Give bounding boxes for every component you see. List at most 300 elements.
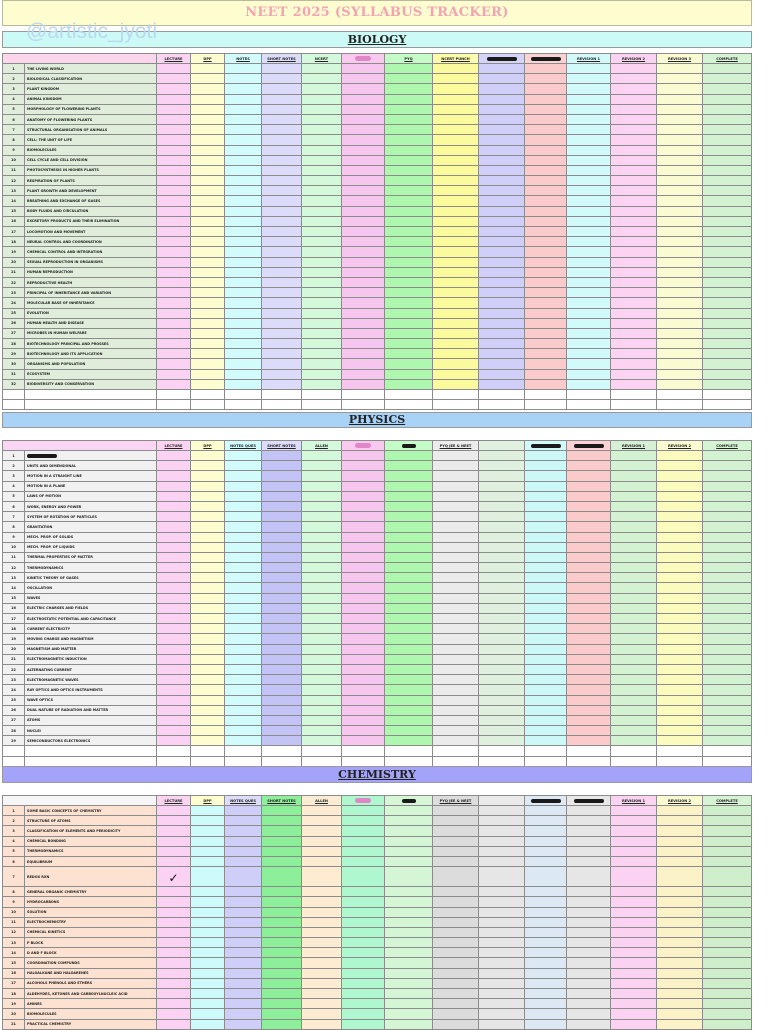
checkbox-cell[interactable] — [479, 257, 525, 267]
checkbox-cell[interactable] — [525, 94, 567, 104]
checkbox-cell[interactable] — [385, 206, 433, 216]
checkbox-cell[interactable] — [191, 736, 225, 746]
checkbox-cell[interactable] — [611, 583, 657, 593]
checkbox-cell[interactable] — [703, 675, 752, 685]
checkbox-cell[interactable] — [611, 675, 657, 685]
checkbox-cell[interactable] — [385, 542, 433, 552]
checkbox-cell[interactable] — [611, 887, 657, 897]
checkbox-cell[interactable] — [302, 512, 342, 522]
checkbox-cell[interactable] — [302, 298, 342, 308]
checkbox-cell[interactable] — [703, 165, 752, 175]
checkbox-cell[interactable] — [657, 308, 703, 318]
checkbox-cell[interactable] — [342, 867, 385, 887]
checkbox-cell[interactable] — [342, 267, 385, 277]
checkbox-cell[interactable] — [703, 135, 752, 145]
checkbox-cell[interactable] — [611, 512, 657, 522]
checkbox-cell[interactable] — [657, 512, 703, 522]
checkbox-cell[interactable] — [225, 958, 262, 968]
checkbox-cell[interactable] — [433, 501, 479, 511]
checkbox-cell[interactable] — [225, 339, 262, 349]
checkbox-cell[interactable] — [703, 654, 752, 664]
checkbox-cell[interactable] — [262, 227, 302, 237]
checkbox-cell[interactable] — [433, 84, 479, 94]
checkbox-cell[interactable] — [191, 806, 225, 816]
checkbox-cell[interactable] — [703, 522, 752, 532]
checkbox-cell[interactable] — [433, 288, 479, 298]
checkbox-cell[interactable] — [525, 1009, 567, 1019]
checkbox-cell[interactable] — [657, 206, 703, 216]
checkbox-cell[interactable] — [385, 897, 433, 907]
checkbox-cell[interactable] — [302, 369, 342, 379]
checkbox-cell[interactable] — [225, 257, 262, 267]
checkbox-cell[interactable] — [657, 227, 703, 237]
checkbox-cell[interactable] — [302, 583, 342, 593]
checkbox-cell[interactable] — [525, 614, 567, 624]
checkbox-cell[interactable] — [157, 145, 191, 155]
checkbox-cell[interactable] — [525, 74, 567, 84]
checkbox-cell[interactable] — [225, 624, 262, 634]
checkbox-cell[interactable] — [611, 685, 657, 695]
checkbox-cell[interactable] — [567, 542, 611, 552]
checkbox-cell[interactable] — [262, 695, 302, 705]
checkbox-cell[interactable] — [342, 471, 385, 481]
checkbox-cell[interactable] — [225, 593, 262, 603]
checkbox-cell[interactable] — [225, 989, 262, 999]
checkbox-cell[interactable] — [225, 999, 262, 1009]
checkbox-cell[interactable] — [225, 695, 262, 705]
checkbox-cell[interactable] — [433, 836, 479, 846]
checkbox-cell[interactable] — [703, 989, 752, 999]
checkbox-cell[interactable] — [225, 104, 262, 114]
checkbox-cell[interactable] — [302, 624, 342, 634]
checkbox-cell[interactable] — [262, 94, 302, 104]
checkbox-cell[interactable] — [433, 867, 479, 887]
checkbox-cell[interactable] — [225, 369, 262, 379]
checkbox-cell[interactable] — [525, 887, 567, 897]
checkbox-cell[interactable] — [567, 593, 611, 603]
checkbox-cell[interactable] — [225, 247, 262, 257]
checkbox-cell[interactable] — [433, 277, 479, 287]
checkbox-cell[interactable] — [525, 257, 567, 267]
checkbox-cell[interactable] — [703, 726, 752, 736]
checkbox-cell[interactable] — [302, 685, 342, 695]
checkbox-cell[interactable] — [479, 125, 525, 135]
checkbox-cell[interactable] — [525, 542, 567, 552]
checkbox-cell[interactable] — [567, 328, 611, 338]
checkbox-cell[interactable] — [385, 491, 433, 501]
checkbox-cell[interactable] — [703, 451, 752, 461]
checkbox-cell[interactable] — [225, 288, 262, 298]
checkbox-cell[interactable] — [479, 736, 525, 746]
checkbox-cell[interactable] — [657, 624, 703, 634]
checkbox-cell[interactable] — [385, 816, 433, 826]
checkbox-cell[interactable] — [225, 237, 262, 247]
checkbox-cell[interactable] — [191, 94, 225, 104]
checkbox-cell[interactable] — [611, 125, 657, 135]
checkbox-cell[interactable] — [657, 339, 703, 349]
checkbox-cell[interactable] — [433, 339, 479, 349]
checkbox-cell[interactable] — [262, 726, 302, 736]
checkbox-cell[interactable] — [567, 308, 611, 318]
checkbox-cell[interactable] — [479, 339, 525, 349]
checkbox-cell[interactable] — [385, 247, 433, 257]
checkbox-cell[interactable] — [225, 349, 262, 359]
checkbox-cell[interactable] — [385, 1019, 433, 1029]
checkbox-cell[interactable] — [342, 846, 385, 856]
checkbox-cell[interactable] — [479, 532, 525, 542]
checkbox-cell[interactable] — [157, 216, 191, 226]
checkbox-cell[interactable] — [525, 675, 567, 685]
checkbox-cell[interactable] — [657, 491, 703, 501]
checkbox-cell[interactable] — [657, 74, 703, 84]
checkbox-cell[interactable] — [657, 634, 703, 644]
checkbox-cell[interactable] — [479, 267, 525, 277]
checkbox-cell[interactable] — [703, 938, 752, 948]
checkbox-cell[interactable] — [191, 634, 225, 644]
checkbox-cell[interactable] — [342, 938, 385, 948]
checkbox-cell[interactable] — [703, 583, 752, 593]
checkbox-cell[interactable] — [385, 328, 433, 338]
checkbox-cell[interactable] — [525, 836, 567, 846]
checkbox-cell[interactable] — [611, 379, 657, 389]
checkbox-cell[interactable] — [567, 74, 611, 84]
checkbox-cell[interactable] — [611, 846, 657, 856]
checkbox-cell[interactable] — [385, 573, 433, 583]
checkbox-cell[interactable] — [157, 644, 191, 654]
checkbox-cell[interactable] — [262, 501, 302, 511]
checkbox-cell[interactable] — [433, 308, 479, 318]
checkbox-cell[interactable] — [262, 318, 302, 328]
checkbox-cell[interactable] — [385, 288, 433, 298]
checkbox-cell[interactable] — [703, 705, 752, 715]
checkbox-cell[interactable] — [525, 583, 567, 593]
checkbox-cell[interactable] — [191, 999, 225, 1009]
checkbox-cell[interactable] — [703, 927, 752, 937]
checkbox-cell[interactable] — [479, 978, 525, 988]
checkbox-cell[interactable] — [385, 552, 433, 562]
checkbox-cell[interactable] — [479, 1009, 525, 1019]
checkbox-cell[interactable] — [225, 542, 262, 552]
checkbox-cell[interactable] — [157, 379, 191, 389]
checkbox-cell[interactable] — [567, 461, 611, 471]
checkbox-cell[interactable] — [157, 155, 191, 165]
checkbox-cell[interactable] — [191, 64, 225, 74]
checkbox-cell[interactable] — [657, 125, 703, 135]
checkbox-cell[interactable] — [657, 978, 703, 988]
checkbox-cell[interactable] — [385, 125, 433, 135]
checkbox-cell[interactable] — [262, 74, 302, 84]
checkbox-cell[interactable] — [433, 94, 479, 104]
checkbox-cell[interactable] — [191, 715, 225, 725]
checkbox-cell[interactable] — [611, 593, 657, 603]
checkbox-cell[interactable] — [157, 958, 191, 968]
checkbox-cell[interactable] — [567, 339, 611, 349]
checkbox-cell[interactable] — [567, 451, 611, 461]
checkbox-cell[interactable] — [703, 491, 752, 501]
checkbox-cell[interactable] — [262, 675, 302, 685]
checkbox-cell[interactable] — [525, 958, 567, 968]
checkbox-cell[interactable] — [703, 308, 752, 318]
checkbox-cell[interactable] — [525, 114, 567, 124]
checkbox-cell[interactable] — [342, 958, 385, 968]
checkbox-cell[interactable] — [225, 451, 262, 461]
checkbox-cell[interactable] — [567, 552, 611, 562]
checkbox-cell[interactable] — [657, 247, 703, 257]
checkbox-cell[interactable] — [525, 491, 567, 501]
checkbox-cell[interactable] — [385, 481, 433, 491]
checkbox-cell[interactable] — [703, 339, 752, 349]
checkbox-cell[interactable] — [262, 165, 302, 175]
checkbox-cell[interactable] — [191, 155, 225, 165]
checkbox-cell[interactable] — [157, 664, 191, 674]
checkbox-cell[interactable] — [479, 542, 525, 552]
checkbox-cell[interactable] — [225, 917, 262, 927]
checkbox-cell[interactable] — [703, 715, 752, 725]
checkbox-cell[interactable] — [703, 328, 752, 338]
checkbox-cell[interactable] — [611, 715, 657, 725]
checkbox-cell[interactable] — [657, 501, 703, 511]
checkbox-cell[interactable] — [567, 958, 611, 968]
checkbox-cell[interactable] — [657, 155, 703, 165]
checkbox-cell[interactable] — [262, 705, 302, 715]
checkbox-cell[interactable] — [525, 624, 567, 634]
checkbox-cell[interactable] — [157, 227, 191, 237]
checkbox-cell[interactable] — [225, 196, 262, 206]
checkbox-cell[interactable] — [302, 237, 342, 247]
checkbox-cell[interactable] — [479, 897, 525, 907]
checkbox-cell[interactable] — [191, 349, 225, 359]
checkbox-cell[interactable] — [262, 593, 302, 603]
checkbox-cell[interactable] — [262, 186, 302, 196]
checkbox-cell[interactable] — [262, 84, 302, 94]
checkbox-cell[interactable] — [611, 542, 657, 552]
checkbox-cell[interactable] — [342, 277, 385, 287]
checkbox-cell[interactable] — [302, 206, 342, 216]
checkbox-cell[interactable] — [433, 573, 479, 583]
checkbox-cell[interactable] — [611, 481, 657, 491]
checkbox-cell[interactable] — [567, 532, 611, 542]
checkbox-cell[interactable] — [342, 125, 385, 135]
checkbox-cell[interactable] — [157, 104, 191, 114]
checkbox-cell[interactable] — [225, 685, 262, 695]
checkbox-cell[interactable] — [479, 563, 525, 573]
checkbox-cell[interactable] — [479, 917, 525, 927]
checkbox-cell[interactable] — [657, 532, 703, 542]
checkbox-cell[interactable] — [191, 856, 225, 866]
checkbox-cell[interactable] — [657, 927, 703, 937]
checkbox-cell[interactable] — [479, 583, 525, 593]
checkbox-cell[interactable] — [302, 135, 342, 145]
checkbox-cell[interactable] — [191, 927, 225, 937]
checkbox-cell[interactable] — [567, 999, 611, 1009]
checkbox-cell[interactable] — [225, 826, 262, 836]
checkbox-cell[interactable] — [385, 614, 433, 624]
checkbox-cell[interactable] — [433, 989, 479, 999]
checkbox-cell[interactable] — [302, 989, 342, 999]
checkbox-cell[interactable] — [191, 917, 225, 927]
checkbox-cell[interactable] — [157, 927, 191, 937]
checkbox-cell[interactable] — [191, 125, 225, 135]
checkbox-cell[interactable] — [342, 897, 385, 907]
checkbox-cell[interactable] — [433, 968, 479, 978]
checkbox-cell[interactable] — [157, 461, 191, 471]
checkbox-cell[interactable] — [191, 237, 225, 247]
checkbox-cell[interactable] — [385, 593, 433, 603]
checkbox-cell[interactable] — [342, 339, 385, 349]
checkbox-cell[interactable] — [191, 227, 225, 237]
checkbox-cell[interactable] — [342, 104, 385, 114]
checkbox-cell[interactable] — [657, 216, 703, 226]
checkbox-cell[interactable] — [703, 155, 752, 165]
checkbox-cell[interactable] — [191, 74, 225, 84]
checkbox-cell[interactable] — [262, 927, 302, 937]
checkbox-cell[interactable] — [385, 451, 433, 461]
checkbox-cell[interactable] — [191, 664, 225, 674]
checkbox-cell[interactable] — [703, 176, 752, 186]
checkbox-cell[interactable] — [657, 552, 703, 562]
checkbox-cell[interactable] — [611, 64, 657, 74]
checkbox-cell[interactable] — [567, 145, 611, 155]
checkbox-cell[interactable] — [611, 135, 657, 145]
checkbox-cell[interactable] — [342, 1019, 385, 1029]
checkbox-cell[interactable] — [191, 532, 225, 542]
checkbox-cell[interactable] — [157, 634, 191, 644]
checkbox-cell[interactable] — [157, 84, 191, 94]
checkbox-cell[interactable] — [657, 816, 703, 826]
checkbox-cell[interactable] — [342, 74, 385, 84]
checkbox-cell[interactable] — [191, 104, 225, 114]
checkbox-cell[interactable] — [342, 206, 385, 216]
checkbox-cell[interactable] — [225, 907, 262, 917]
checkbox-cell[interactable] — [611, 114, 657, 124]
checkbox-cell[interactable] — [525, 512, 567, 522]
checkbox-cell[interactable] — [703, 196, 752, 206]
checkbox-cell[interactable] — [385, 512, 433, 522]
checkbox-cell[interactable] — [191, 675, 225, 685]
checkbox-cell[interactable] — [479, 603, 525, 613]
checkbox-cell[interactable] — [342, 603, 385, 613]
checkbox-cell[interactable] — [703, 145, 752, 155]
checkbox-cell[interactable] — [225, 583, 262, 593]
checkbox-cell[interactable] — [225, 94, 262, 104]
checkbox-cell[interactable] — [225, 573, 262, 583]
checkbox-cell[interactable] — [385, 501, 433, 511]
checkbox-cell[interactable] — [567, 938, 611, 948]
checkbox-cell[interactable] — [567, 846, 611, 856]
checkbox-cell[interactable] — [385, 999, 433, 1009]
checkbox-cell[interactable] — [191, 816, 225, 826]
checkbox-cell[interactable] — [302, 644, 342, 654]
checkbox-cell[interactable] — [479, 247, 525, 257]
checkbox-cell[interactable] — [225, 512, 262, 522]
checkbox-cell[interactable] — [191, 247, 225, 257]
checkbox-cell[interactable] — [262, 176, 302, 186]
checkbox-cell[interactable] — [611, 532, 657, 542]
checkbox-cell[interactable] — [385, 907, 433, 917]
checkbox-cell[interactable] — [657, 938, 703, 948]
checkbox-cell[interactable] — [191, 958, 225, 968]
checkbox-cell[interactable] — [433, 328, 479, 338]
checkbox-cell[interactable] — [225, 308, 262, 318]
checkbox-cell[interactable] — [302, 736, 342, 746]
checkbox-cell[interactable] — [157, 806, 191, 816]
checkbox-cell[interactable] — [611, 257, 657, 267]
checkbox-cell[interactable] — [433, 927, 479, 937]
checkbox-cell[interactable] — [262, 328, 302, 338]
checkbox-cell[interactable] — [433, 938, 479, 948]
checkbox-cell[interactable] — [479, 176, 525, 186]
checkbox-cell[interactable] — [703, 816, 752, 826]
checkbox-cell[interactable] — [225, 634, 262, 644]
checkbox-cell[interactable] — [262, 736, 302, 746]
checkbox-cell[interactable] — [262, 816, 302, 826]
checkbox-cell[interactable] — [191, 685, 225, 695]
checkbox-cell[interactable] — [703, 806, 752, 816]
checkbox-cell[interactable] — [611, 94, 657, 104]
checkbox-cell[interactable] — [479, 968, 525, 978]
checkbox-cell[interactable] — [342, 816, 385, 826]
checkbox-cell[interactable] — [525, 451, 567, 461]
checkbox-cell[interactable] — [479, 206, 525, 216]
checkbox-cell[interactable] — [302, 277, 342, 287]
checkbox-cell[interactable] — [385, 176, 433, 186]
checkbox-cell[interactable] — [567, 512, 611, 522]
checkbox-cell[interactable] — [611, 806, 657, 816]
checkbox-cell[interactable] — [157, 288, 191, 298]
checkbox-cell[interactable] — [703, 826, 752, 836]
checkbox-cell[interactable] — [225, 836, 262, 846]
checkbox-cell[interactable] — [225, 522, 262, 532]
checkbox-cell[interactable] — [191, 186, 225, 196]
checkbox-cell[interactable] — [433, 634, 479, 644]
checkbox-cell[interactable] — [191, 135, 225, 145]
checkbox-cell[interactable] — [302, 542, 342, 552]
checkbox-cell[interactable] — [567, 196, 611, 206]
checkbox-cell[interactable] — [525, 155, 567, 165]
checkbox-cell[interactable] — [657, 84, 703, 94]
checkbox-cell[interactable] — [611, 736, 657, 746]
checkbox-cell[interactable] — [703, 237, 752, 247]
checkbox-cell[interactable] — [433, 846, 479, 856]
checkbox-cell[interactable] — [342, 948, 385, 958]
checkbox-cell[interactable] — [433, 685, 479, 695]
checkbox-cell[interactable] — [191, 481, 225, 491]
checkbox-cell[interactable] — [567, 501, 611, 511]
checkbox-cell[interactable] — [302, 481, 342, 491]
checkbox-cell[interactable] — [703, 593, 752, 603]
checkbox-cell[interactable] — [385, 948, 433, 958]
checkbox-cell[interactable] — [302, 1019, 342, 1029]
checkbox-cell[interactable] — [525, 288, 567, 298]
checkbox-cell[interactable] — [567, 349, 611, 359]
checkbox-cell[interactable] — [567, 522, 611, 532]
checkbox-cell[interactable] — [433, 359, 479, 369]
checkbox-cell[interactable] — [479, 826, 525, 836]
checkbox-cell[interactable] — [225, 461, 262, 471]
checkbox-cell[interactable] — [262, 247, 302, 257]
checkbox-cell[interactable] — [342, 135, 385, 145]
checkbox-cell[interactable] — [302, 806, 342, 816]
checkbox-cell[interactable] — [433, 603, 479, 613]
checkbox-cell[interactable] — [567, 237, 611, 247]
checkbox-cell[interactable] — [385, 522, 433, 532]
checkbox-cell[interactable] — [302, 978, 342, 988]
checkbox-cell[interactable] — [657, 267, 703, 277]
checkbox-cell[interactable] — [703, 471, 752, 481]
checkbox-cell[interactable] — [262, 471, 302, 481]
checkbox-cell[interactable] — [433, 196, 479, 206]
checkbox-cell[interactable] — [302, 695, 342, 705]
